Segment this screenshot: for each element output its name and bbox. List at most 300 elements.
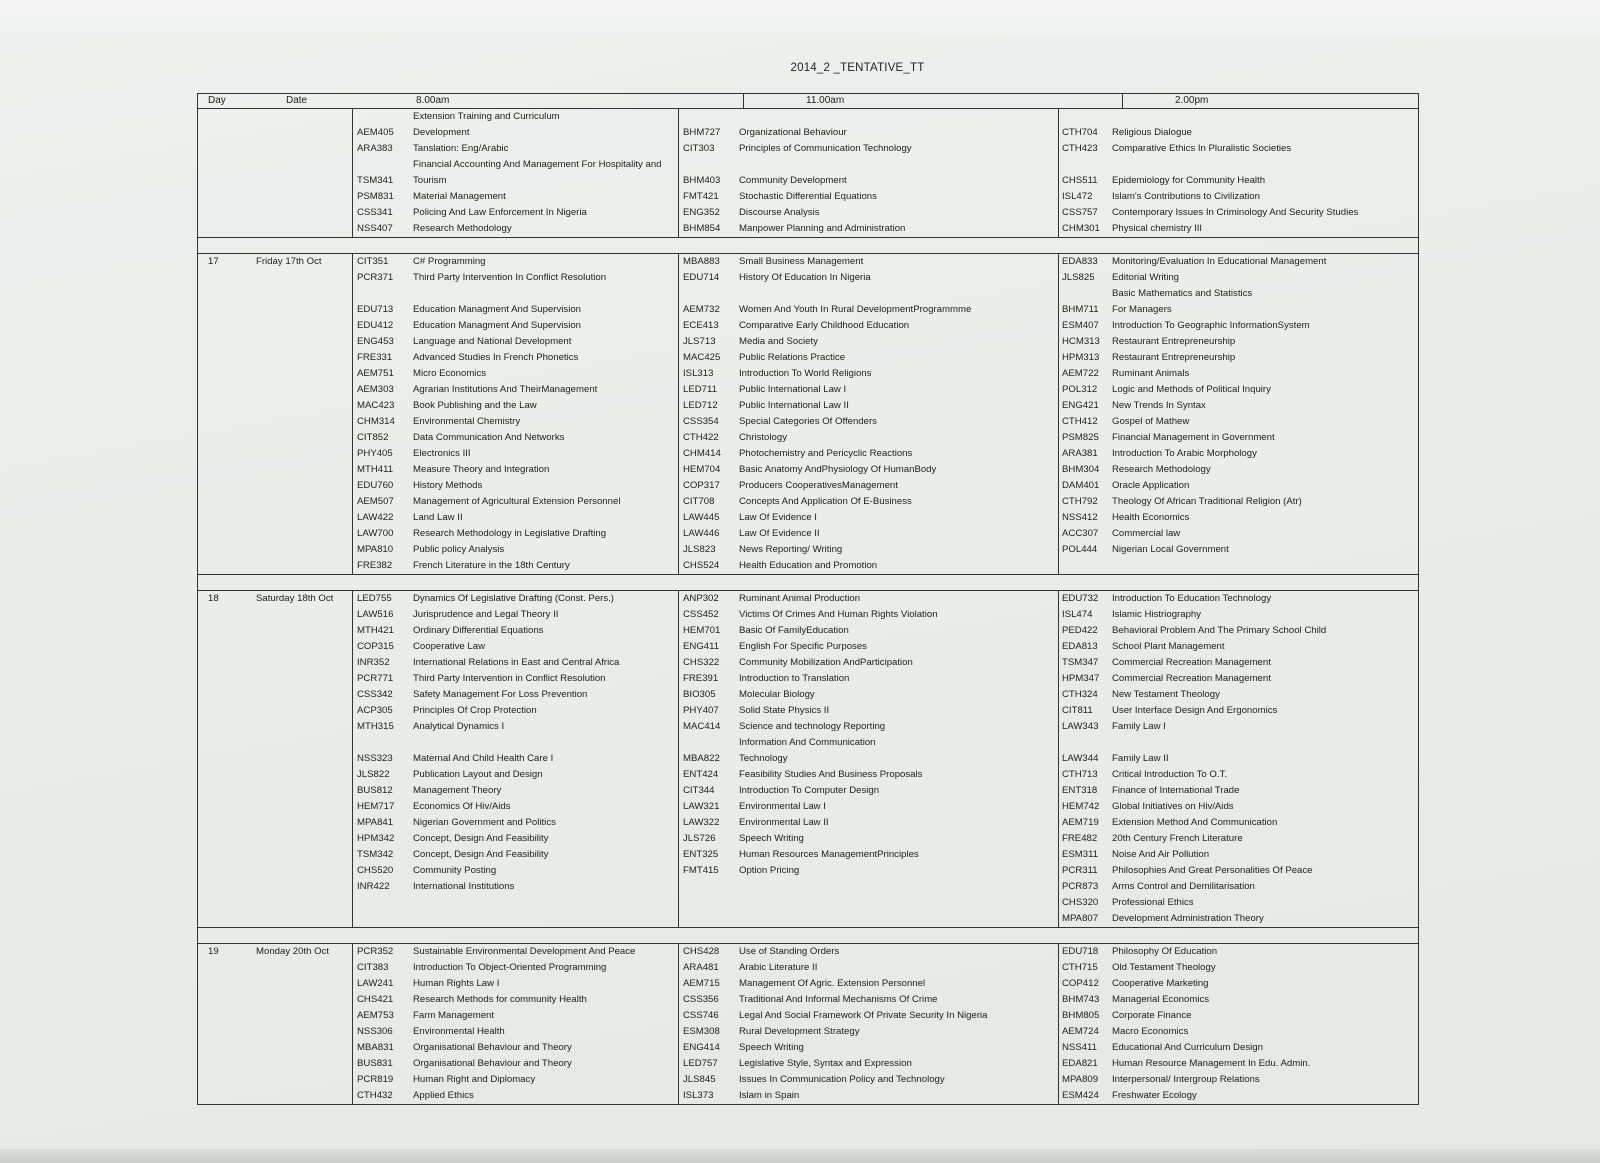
day-cell — [198, 109, 353, 237]
course-code: PHY405 — [357, 448, 393, 459]
course-title: Education Managment And Supervision — [413, 320, 581, 331]
course-row — [1059, 1056, 1418, 1072]
course-row — [353, 1072, 678, 1088]
course-code — [353, 911, 413, 927]
course-title: Analytical Dynamics I — [413, 721, 505, 732]
header-slot-8am: 8.00am — [346, 94, 744, 108]
course-code: AEM715 — [683, 978, 720, 989]
course-title: Philosophy Of Education — [1112, 946, 1218, 957]
course-row — [679, 125, 1058, 141]
course-title: Educational And Curriculum Design — [1112, 1042, 1263, 1053]
course-code: EDA813 — [1062, 641, 1098, 652]
course-row — [353, 719, 678, 735]
course-row — [353, 446, 678, 462]
course-title: Tanslation: Eng/Arabic — [413, 143, 509, 154]
day-date: Friday 17th Oct — [256, 256, 322, 267]
course-code: ISL472 — [1062, 191, 1093, 202]
slot-11am-column — [679, 254, 1059, 574]
course-title: Islamic Histriography — [1112, 609, 1202, 620]
course-title: Development — [413, 127, 470, 138]
course-title: Small Business Management — [739, 256, 864, 267]
course-code: PHY407 — [683, 705, 719, 716]
course-title: Religious Dialogue — [1112, 127, 1192, 138]
course-row — [1059, 863, 1418, 879]
course-row — [1059, 398, 1418, 414]
course-code: ISL474 — [1062, 609, 1093, 620]
course-code: CIT351 — [357, 256, 389, 267]
course-code: ESM311 — [1062, 849, 1099, 860]
course-code: POL444 — [1062, 544, 1098, 555]
course-row — [679, 205, 1058, 221]
course-row — [1059, 703, 1418, 719]
course-code: HEM717 — [357, 801, 395, 812]
course-code: LAW700 — [357, 528, 394, 539]
course-code: CTH432 — [357, 1090, 393, 1101]
course-title: Family Law II — [1112, 753, 1169, 764]
course-title: Management Of Agric. Extension Personnel — [739, 978, 926, 989]
course-code: LAW343 — [1062, 721, 1099, 732]
course-row — [679, 141, 1058, 157]
course-code: EDU732 — [1062, 593, 1099, 604]
course-code: MPA810 — [357, 544, 394, 555]
course-code: FRE391 — [683, 673, 719, 684]
day-separator — [198, 928, 1418, 944]
course-code: BHM711 — [1062, 304, 1099, 315]
course-code: TSM341 — [357, 175, 394, 186]
course-title: Introduction To Arabic Morphology — [1112, 448, 1257, 459]
document-title: 2014_2 _TENTATIVE_TT — [790, 62, 925, 74]
course-title: Arabic Literature II — [739, 962, 818, 973]
course-code: JLS822 — [357, 769, 390, 780]
course-code: ENG421 — [1062, 400, 1099, 411]
course-title: Material Management — [413, 191, 506, 202]
course-row — [1059, 494, 1418, 510]
course-row — [679, 446, 1058, 462]
course-row — [679, 639, 1058, 655]
course-code: PCR352 — [357, 946, 394, 957]
day-number: 19 — [208, 946, 219, 957]
course-code — [679, 895, 739, 911]
course-code: LAW445 — [683, 512, 720, 523]
course-row — [1059, 382, 1418, 398]
course-row — [353, 398, 678, 414]
course-code: MBA831 — [357, 1042, 394, 1053]
course-title: Research Methods for community Health — [413, 994, 587, 1005]
course-code: BHM403 — [683, 175, 721, 186]
course-title: Nigerian Local Government — [1112, 544, 1229, 555]
course-code: ESM308 — [683, 1026, 720, 1037]
course-code — [1059, 558, 1112, 574]
course-row — [679, 318, 1058, 334]
course-row — [353, 366, 678, 382]
course-title: Legislative Style, Syntax and Expression — [739, 1058, 912, 1069]
course-row — [1059, 1024, 1418, 1040]
course-row — [679, 221, 1058, 237]
course-title: Environmental Chemistry — [413, 416, 521, 427]
course-title: Logic and Methods of Political Inquiry — [1112, 384, 1271, 395]
course-code: ARA383 — [357, 143, 393, 154]
course-code: BHM743 — [1062, 994, 1100, 1005]
course-row — [353, 911, 678, 927]
course-title: Education Managment And Supervision — [413, 304, 581, 315]
course-code: HEM701 — [683, 625, 721, 636]
course-code: MTH421 — [357, 625, 394, 636]
course-title: Producers CooperativesManagement — [739, 480, 898, 491]
course-title: For Managers — [1112, 304, 1172, 315]
course-code: COP317 — [683, 480, 720, 491]
course-title: Jurisprudence and Legal Theory II — [413, 609, 559, 620]
course-title: Solid State Physics II — [739, 705, 830, 716]
course-code: ACC307 — [1062, 528, 1099, 539]
course-row — [1059, 623, 1418, 639]
course-title: Gospel of Mathew — [1112, 416, 1190, 427]
course-title: Introduction To Education Technology — [1112, 593, 1272, 604]
course-row — [679, 591, 1058, 607]
day-date: Monday 20th Oct — [256, 946, 330, 957]
slot-8am-column — [353, 591, 679, 927]
course-title: Management Theory — [413, 785, 502, 796]
slot-8am-column — [353, 254, 679, 574]
course-row — [353, 270, 678, 286]
course-row — [353, 478, 678, 494]
course-code: CIT344 — [683, 785, 715, 796]
course-title: Critical Introduction To O.T. — [1112, 769, 1227, 780]
course-code: AEM753 — [357, 1010, 394, 1021]
course-row — [353, 462, 678, 478]
course-row — [679, 895, 1058, 911]
course-code: JLS823 — [683, 544, 716, 555]
course-row — [353, 799, 678, 815]
course-code: CTH324 — [1062, 689, 1098, 700]
course-title: Basic Mathematics and Statistics — [1112, 288, 1253, 299]
course-code: EDU412 — [357, 320, 394, 331]
course-title: Introduction To Object-Oriented Programming — [413, 962, 607, 973]
course-row — [679, 1088, 1058, 1104]
course-title: Organisational Behaviour and Theory — [413, 1058, 572, 1069]
header-slot-2pm: 2.00pm — [1175, 95, 1209, 106]
course-title: Environmental Law II — [739, 817, 829, 828]
course-title: Basic Anatomy AndPhysiology Of HumanBody — [739, 464, 937, 475]
course-code: HPM347 — [1062, 673, 1100, 684]
course-code: PED422 — [1062, 625, 1098, 636]
course-code: LAW321 — [683, 801, 720, 812]
course-row — [679, 157, 1058, 173]
course-title: Victims Of Crimes And Human Rights Violation — [739, 609, 938, 620]
course-row — [679, 558, 1058, 574]
course-code: NSS412 — [1062, 512, 1098, 523]
course-row — [679, 687, 1058, 703]
course-row — [679, 671, 1058, 687]
course-code — [1059, 109, 1112, 125]
course-title: Policing And Law Enforcement In Nigeria — [413, 207, 587, 218]
course-row — [679, 703, 1058, 719]
course-code: EDU714 — [683, 272, 720, 283]
course-title: Tourism — [413, 175, 447, 186]
course-code: HEM742 — [1062, 801, 1100, 812]
course-title: Option Pricing — [739, 865, 800, 876]
course-row — [1059, 1088, 1418, 1104]
course-title: Islam in Spain — [739, 1090, 800, 1101]
course-row — [1059, 751, 1418, 767]
course-code — [679, 109, 739, 125]
course-code: POL312 — [1062, 384, 1098, 395]
day-date — [256, 109, 352, 237]
course-title: Micro Economics — [413, 368, 487, 379]
course-code: INR422 — [357, 881, 390, 892]
course-title: C# Programming — [413, 256, 486, 267]
course-row — [353, 944, 678, 960]
course-code — [679, 286, 739, 302]
course-title: Behavioral Problem And The Primary School Child — [1112, 625, 1327, 636]
course-title: Cooperative Law — [413, 641, 485, 652]
course-title: International Relations in East and Central Africa — [413, 657, 620, 668]
course-title: Community Posting — [413, 865, 497, 876]
course-code: LAW516 — [357, 609, 394, 620]
course-code: BUS812 — [357, 785, 393, 796]
course-title: Organizational Behaviour — [739, 127, 847, 138]
course-title: Safety Management For Loss Prevention — [413, 689, 588, 700]
course-row — [1059, 221, 1418, 237]
course-code: ESM407 — [1062, 320, 1099, 331]
day-cell — [198, 591, 353, 927]
course-title: Global Initiatives on Hiv/Aids — [1112, 801, 1234, 812]
course-title: Arms Control and Demilitarisation — [1112, 881, 1255, 892]
course-row — [1059, 318, 1418, 334]
course-code: FRE331 — [357, 352, 393, 363]
course-row — [679, 815, 1058, 831]
course-code: EDU760 — [357, 480, 394, 491]
course-title: French Literature in the 18th Century — [413, 560, 570, 571]
course-code: CTH423 — [1062, 143, 1098, 154]
course-code: JLS845 — [683, 1074, 716, 1085]
course-code: CHS524 — [683, 560, 720, 571]
day-block — [198, 109, 1418, 238]
course-row — [1059, 157, 1418, 173]
course-code: ACP305 — [357, 705, 393, 716]
course-row — [679, 302, 1058, 318]
paper-bottom-edge — [0, 1149, 1600, 1163]
course-row — [353, 254, 678, 270]
course-code — [679, 911, 739, 927]
course-row — [1059, 1072, 1418, 1088]
course-code: MPA809 — [1062, 1074, 1099, 1085]
course-code: TSM347 — [1062, 657, 1099, 668]
course-code: AEM724 — [1062, 1026, 1099, 1037]
course-row — [679, 1056, 1058, 1072]
course-row — [1059, 735, 1418, 751]
course-row — [1059, 286, 1418, 302]
course-code: CTH412 — [1062, 416, 1098, 427]
course-code — [679, 735, 739, 751]
course-title: Commercial Recreation Management — [1112, 673, 1271, 684]
course-title: Applied Ethics — [413, 1090, 474, 1101]
course-row — [679, 607, 1058, 623]
course-code: LED711 — [683, 384, 717, 395]
course-code: CTH422 — [683, 432, 719, 443]
course-code: CIT383 — [357, 962, 389, 973]
course-row — [679, 510, 1058, 526]
course-title: Third Party Intervention In Conflict Resolution — [413, 272, 607, 283]
course-title: Public International Law I — [739, 384, 847, 395]
course-code: CHM414 — [683, 448, 721, 459]
course-row — [1059, 944, 1418, 960]
course-row — [679, 414, 1058, 430]
slot-2pm-column — [1059, 591, 1418, 927]
course-row — [353, 607, 678, 623]
course-title: Old Testament Theology — [1112, 962, 1216, 973]
course-code: LAW422 — [357, 512, 394, 523]
course-row — [679, 911, 1058, 927]
course-row — [353, 173, 678, 189]
course-title: Women And Youth In Rural DevelopmentProgrammme — [739, 304, 972, 315]
course-row — [679, 286, 1058, 302]
course-title: Discourse Analysis — [739, 207, 820, 218]
course-title: Advanced Studies In French Phonetics — [413, 352, 579, 363]
course-code: CSS354 — [683, 416, 719, 427]
course-row — [679, 1040, 1058, 1056]
course-code: MBA822 — [683, 753, 720, 764]
day-cell — [198, 254, 353, 574]
course-code — [1059, 735, 1112, 751]
course-title: Financial Accounting And Management For Hospitality and — [413, 159, 662, 170]
course-row — [1059, 334, 1418, 350]
course-code: HCM313 — [1062, 336, 1100, 347]
course-title: Legal And Social Framework Of Private Security In Nigeria — [739, 1010, 988, 1021]
course-code: CSS757 — [1062, 207, 1098, 218]
course-title: Family Law I — [1112, 721, 1166, 732]
course-row — [679, 992, 1058, 1008]
course-code: AEM722 — [1062, 368, 1099, 379]
course-row — [679, 944, 1058, 960]
day-separator — [198, 238, 1418, 254]
course-title: Extension Method And Communication — [1112, 817, 1278, 828]
course-row — [679, 366, 1058, 382]
course-code: MPA841 — [357, 817, 394, 828]
course-row — [353, 687, 678, 703]
course-row — [1059, 205, 1418, 221]
course-row — [1059, 109, 1418, 125]
course-row — [353, 623, 678, 639]
course-row — [353, 1024, 678, 1040]
course-code: LAW241 — [357, 978, 394, 989]
course-row — [679, 976, 1058, 992]
course-title: Third Party Intervention in Conflict Resolution — [413, 673, 606, 684]
course-row — [1059, 783, 1418, 799]
course-row — [679, 382, 1058, 398]
course-title: Data Communication And Networks — [413, 432, 565, 443]
course-code: COP315 — [357, 641, 394, 652]
course-title: Human Rights Law I — [413, 978, 500, 989]
course-row — [353, 767, 678, 783]
course-code: BIO305 — [683, 689, 716, 700]
course-code: PSM831 — [357, 191, 394, 202]
course-code: ARA481 — [683, 962, 719, 973]
course-title: Finance of International Trade — [1112, 785, 1240, 796]
course-title: Use of Standing Orders — [739, 946, 840, 957]
course-row — [353, 558, 678, 574]
course-row — [1059, 607, 1418, 623]
course-title: Public International Law II — [739, 400, 849, 411]
course-title: Sustainable Environmental Development And Peace — [413, 946, 636, 957]
day-block — [198, 591, 1418, 928]
course-title: Concepts And Application Of E-Business — [739, 496, 912, 507]
course-row — [353, 510, 678, 526]
course-title: Public policy Analysis — [413, 544, 505, 555]
course-row — [353, 735, 678, 751]
course-row — [679, 1008, 1058, 1024]
course-row — [353, 815, 678, 831]
course-code: NSS323 — [357, 753, 393, 764]
course-title: Corporate Finance — [1112, 1010, 1192, 1021]
course-code: AEM405 — [357, 127, 394, 138]
course-code: AEM732 — [683, 304, 720, 315]
course-row — [353, 141, 678, 157]
course-title: Monitoring/Evaluation In Educational Management — [1112, 256, 1327, 267]
course-title: Maternal And Child Health Care I — [413, 753, 554, 764]
course-code: CSS356 — [683, 994, 719, 1005]
course-title: Electronics III — [413, 448, 471, 459]
course-row — [1059, 591, 1418, 607]
course-row — [1059, 831, 1418, 847]
course-code: CTH713 — [1062, 769, 1098, 780]
course-title: Rural Development Strategy — [739, 1026, 860, 1037]
course-title: Media and Society — [739, 336, 818, 347]
course-row — [679, 799, 1058, 815]
course-row — [353, 960, 678, 976]
day-number — [198, 109, 256, 237]
course-code: CHS421 — [357, 994, 394, 1005]
course-title: Principles Of Crop Protection — [413, 705, 537, 716]
day-block — [198, 254, 1418, 575]
course-code: CHS511 — [1062, 175, 1098, 186]
course-title: Land Law II — [413, 512, 463, 523]
header-day: Day — [208, 95, 226, 106]
course-code: CSS452 — [683, 609, 719, 620]
course-title: Environmental Health — [413, 1026, 505, 1037]
course-row — [353, 751, 678, 767]
exam-timetable — [197, 93, 1419, 1105]
course-row — [1059, 542, 1418, 558]
course-row — [679, 350, 1058, 366]
course-title: New Trends In Syntax — [1112, 400, 1206, 411]
course-code: JLS825 — [1062, 272, 1095, 283]
course-row — [353, 157, 678, 173]
course-code: FRE482 — [1062, 833, 1098, 844]
course-title: Book Publishing and the Law — [413, 400, 537, 411]
course-row — [353, 863, 678, 879]
course-code: BUS831 — [357, 1058, 393, 1069]
course-title: Law Of Evidence II — [739, 528, 820, 539]
course-title: Restaurant Entrepreneurship — [1112, 336, 1236, 347]
course-row — [679, 783, 1058, 799]
course-code — [353, 157, 413, 173]
course-title: Oracle Application — [1112, 480, 1190, 491]
course-title: Freshwater Ecology — [1112, 1090, 1197, 1101]
course-code — [1059, 157, 1112, 173]
course-code: MBA883 — [683, 256, 720, 267]
course-code: ENG411 — [683, 641, 720, 652]
course-row — [1059, 895, 1418, 911]
course-row — [353, 189, 678, 205]
course-title: Concept, Design And Feasibility — [413, 849, 549, 860]
course-code: LAW344 — [1062, 753, 1099, 764]
course-code: LED712 — [683, 400, 718, 411]
course-code: ANP302 — [683, 593, 719, 604]
course-code: ESM424 — [1062, 1090, 1099, 1101]
course-row — [679, 398, 1058, 414]
course-row — [353, 976, 678, 992]
course-row — [353, 542, 678, 558]
